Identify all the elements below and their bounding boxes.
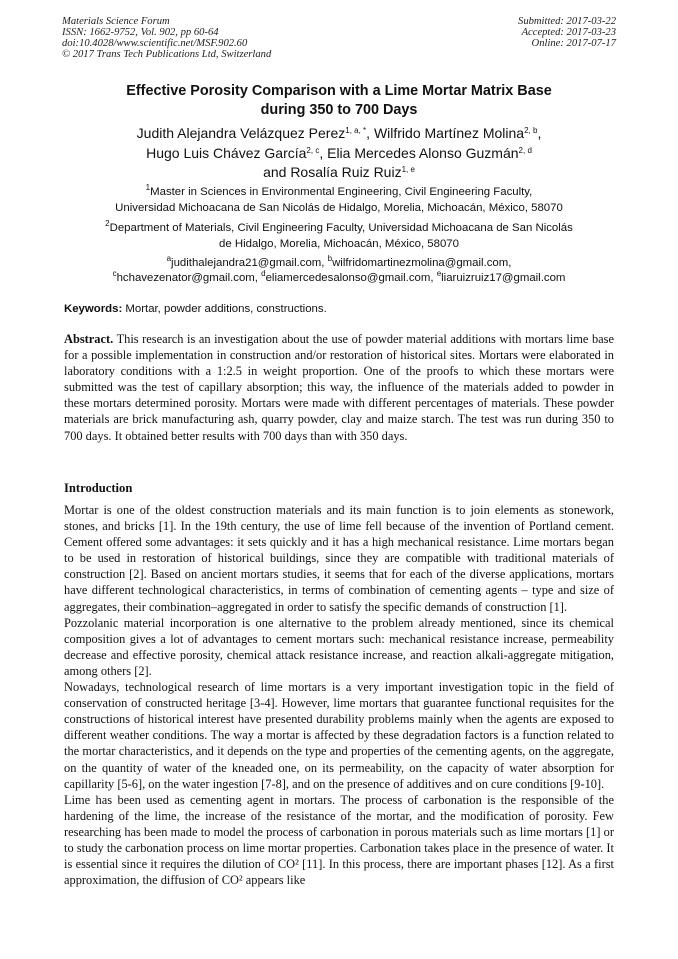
email-e[interactable]: liaruizruiz17@gmail.com — [441, 272, 566, 284]
issn: ISSN: 1662-9752, Vol. 902, pp 60-64 — [62, 27, 219, 38]
accepted-date: Accepted: 2017-03-23 — [521, 27, 616, 38]
section-heading-introduction: Introduction — [64, 481, 133, 495]
author-4: Elia Mercedes Alonso Guzmán — [327, 144, 519, 161]
email-b-sup: b — [327, 254, 333, 263]
affiliation-1-sup: 1 — [145, 183, 151, 192]
journal-name: Materials Science Forum — [62, 16, 170, 27]
affiliation-2-sup: 2 — [105, 219, 110, 228]
submitted-date: Submitted: 2017-03-22 — [518, 16, 616, 27]
keywords-text: Mortar, powder additions, constructions. — [125, 303, 327, 315]
author-4-sup: 2, d — [518, 145, 532, 155]
doi: doi:10.4028/www.scientific.net/MSF.902.60 — [62, 38, 248, 49]
author-5: Rosalía Ruiz Ruiz — [290, 164, 402, 180]
affiliation-2-line-2: de Hidalgo, Morelia, Michoacán, México, 58070 — [219, 238, 459, 250]
abstract — [64, 331, 614, 444]
email-list — [40, 256, 638, 286]
title-line-1: Effective Porosity Comparison with a Lime Mortar Matrix Base — [126, 83, 552, 99]
copyright: © 2017 Trans Tech Publications Ltd, Switzerland — [62, 49, 272, 60]
email-c[interactable]: hchavezenator@gmail.com, — [116, 272, 258, 284]
abstract-text: This research is an investigation about the use of powder material additions with mortars lime base for a possible implementation in construction and/or restoration of historical sites. Mortars were elaborated in laboratory conditions with a 1:2.5 in weight proportion. One of the proofs to which these mortars were submitted was the test of capillary absorption; this way, the influence of the materials added to powder in these mortars determined porosity. Mortars were made with different percentages of materials. These powder materials are brick manufacturing ash, quarry powder, clay and maize starch. The test was run during 350 to 700 days. It obtained better results with 700 days than with 350 days. — [64, 332, 614, 443]
intro-paragraph-4: Lime has been used as cementing agent in mortars. The process of carbonation is the responsible of the hardening of the lime, the increase of the resistance of the mortar, and the modification of porosity. Few researching has been made to model the process of carbonation in porous materials such as lime mortars [1] or to study the carbonation process on lime mortar properties. Carbonation takes place in the presence of water. It is essential since it requires the dilution of CO² [11]. In this process, there are important phases [12]. As a first approximation, the diffusion of CO² appears like — [64, 792, 614, 888]
author-2-sup: 2, b — [524, 126, 538, 135]
author-3: Hugo Luis Chávez García — [146, 144, 307, 161]
author-1: Judith Alejandra Velázquez Perez — [136, 125, 346, 141]
title-line-2: during 350 to 700 Days — [260, 102, 418, 118]
paper-title — [40, 82, 638, 120]
intro-paragraph-1: Mortar is one of the oldest construction materials and its main function is to join elements as stonework, stones, and bricks [1]. In the 19th century, the use of lime fell because of the invention of Portland cement. Cement offered some advantages: it sets quickly and it has a high mechanical resistance. Lime mortars began to be used in restoration of historical buildings, since they are compatible with traditional materials of construction [2]. Based on ancient mortars studies, it seems that for each of the diverse applications, mortars have different technological characteristics, in terms of combination of cementing agents – type and size of aggregates, their combination–aggregated in order to satisfy the specific demands of construction [1]. — [64, 503, 614, 614]
keywords-label: Keywords: — [64, 303, 123, 315]
intro-paragraph-3: Nowadays, technological research of lime mortars is a very important investigation topic in the field of conservation of constructed heritage [3-4]. However, lime mortars that guarantee functional requisites for the constructions of historical interest have presented durability problems mainly when the agents are exposed to different weather conditions. The way a mortar is affected by these degradation factors is a function related to the mortar characteristics, and it depends on the type and properties of the cementing agents, on the aggregate, on the quantity of water of the kneaded one, on its permeability, on the capacity of water absorption for capillarity [5-6], on the water ingestion [7-8], and on the presence of additives and on cure conditions [9-10]. — [64, 680, 614, 791]
keywords — [64, 302, 614, 317]
author-and: and — [263, 164, 287, 180]
author-5-sup: 1, e — [401, 165, 415, 174]
email-b[interactable]: wilfridomartinezmolina@gmail.com, — [332, 257, 512, 269]
email-a-sup: a — [166, 254, 172, 263]
author-list: Judith Alejandra Velázquez Perez$^{1, a, *}$, Wilfrido Martínez Molina$^{2, b}$, Hugo Luis Chávez García$^{2, c}$, Elia Mercedes Alonso Guzmán$^{2, d}$ and Rosalía Ruiz Ruiz$^{1, e}$ — [136, 125, 542, 180]
author-2: Wilfrido Martínez Molina — [373, 125, 525, 141]
intro-paragraph-2: Pozzolanic material incorporation is one alternative to the problem already mentioned, since its chemical composition gives a lot of advantages to cement mortars such: mechanical resistance increase, permeability decrease and effective porosity, chemical attack resistance increase, and reaction alkali-aggregate mitigation, among others [2]. — [64, 615, 614, 678]
email-c-sup: c — [112, 269, 117, 278]
affiliation-1 — [60, 184, 618, 216]
abstract-label: Abstract. — [64, 332, 114, 346]
email-d-sup: d — [261, 269, 266, 278]
journal-header — [62, 16, 271, 60]
affiliation-1-line-2: Universidad Michoacana de San Nicolás de Hidalgo, Morelia, Michoacán, México, 58070 — [115, 202, 563, 214]
affiliation-2-line-1: Department of Materials, Civil Engineering Faculty, Universidad Michoacana de San Nicolás — [109, 222, 573, 234]
affiliation-1-line-1: Master in Sciences in Environmental Engineering, Civil Engineering Faculty, — [150, 186, 533, 198]
introduction-body — [64, 502, 614, 888]
email-e-sup: e — [436, 269, 442, 278]
online-date: Online: 2017-07-17 — [531, 38, 616, 49]
affiliation-2 — [60, 220, 618, 252]
author-1-sup: 1, a, * — [345, 126, 367, 135]
dates-header — [518, 16, 616, 49]
email-d[interactable]: eliamercedesalonso@gmail.com, — [265, 272, 434, 284]
author-3-sup: 2, c — [306, 145, 320, 155]
email-a[interactable]: judithalejandra21@gmail.com, — [171, 257, 325, 269]
